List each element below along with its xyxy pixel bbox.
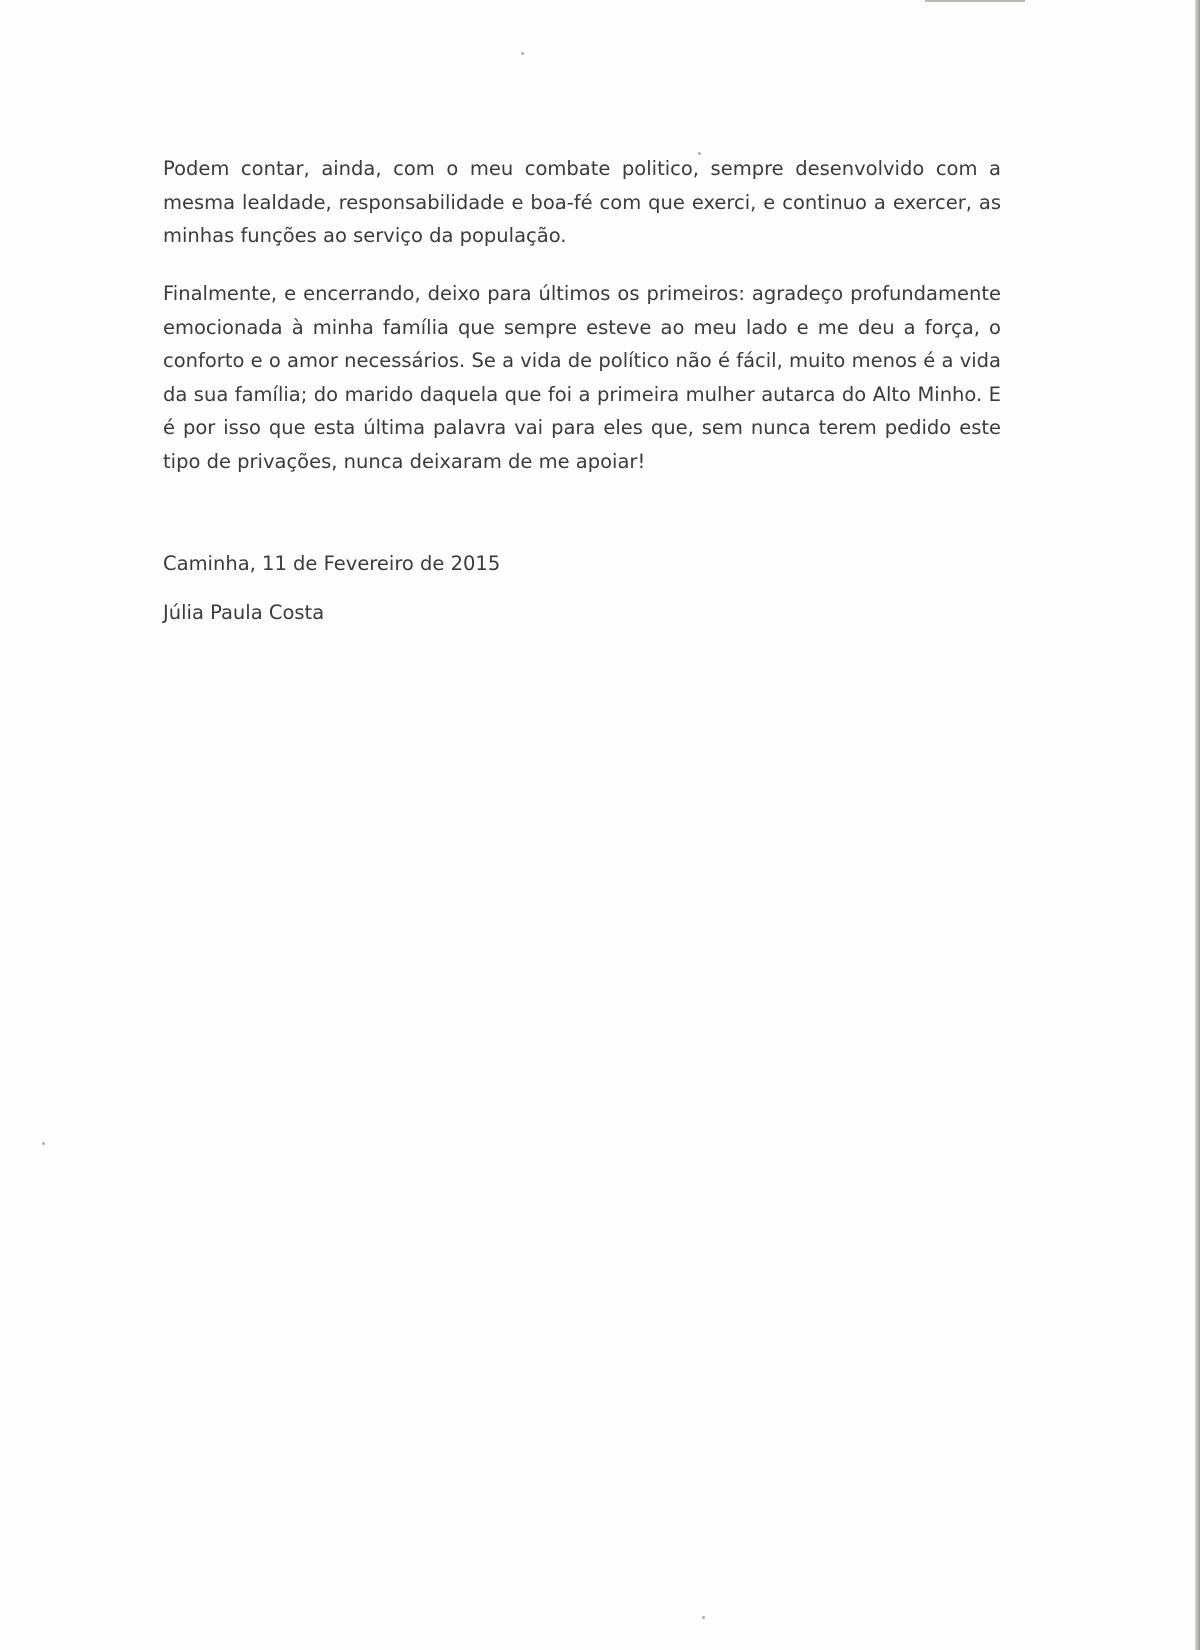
scan-edge	[1195, 0, 1200, 1650]
place-and-date: Caminha, 11 de Fevereiro de 2015	[163, 552, 501, 575]
scan-speck	[521, 52, 524, 55]
paragraph-political-commitment: Podem contar, ainda, com o meu combate politico, sempre desenvolvido com a mesma lealdade, responsabilidade e boa-fé com que exerci, e continuo a exercer, as minhas funções ao serviço da população.	[163, 157, 1001, 247]
letter-body	[163, 152, 1001, 624]
paragraph-family-thanks: Finalmente, e encerrando, deixo para últimos os primeiros: agradeço profundamente emocionada à minha família que sempre esteve ao meu lado e me deu a força, o conforto e o amor necessários. Se a vida de político não é fácil, muito menos é a vida da sua família; do marido daquela que foi a primeira mulher autarca do Alto Minho. E é por isso que esta última palavra vai para eles que, sem nunca terem pedido este tipo de privações, nunca deixaram de me apoiar!	[163, 282, 1001, 473]
scan-speck	[42, 1142, 45, 1145]
scan-artifact	[925, 0, 1025, 2]
signature-name: Júlia Paula Costa	[163, 601, 325, 624]
scan-speck	[702, 1616, 705, 1619]
